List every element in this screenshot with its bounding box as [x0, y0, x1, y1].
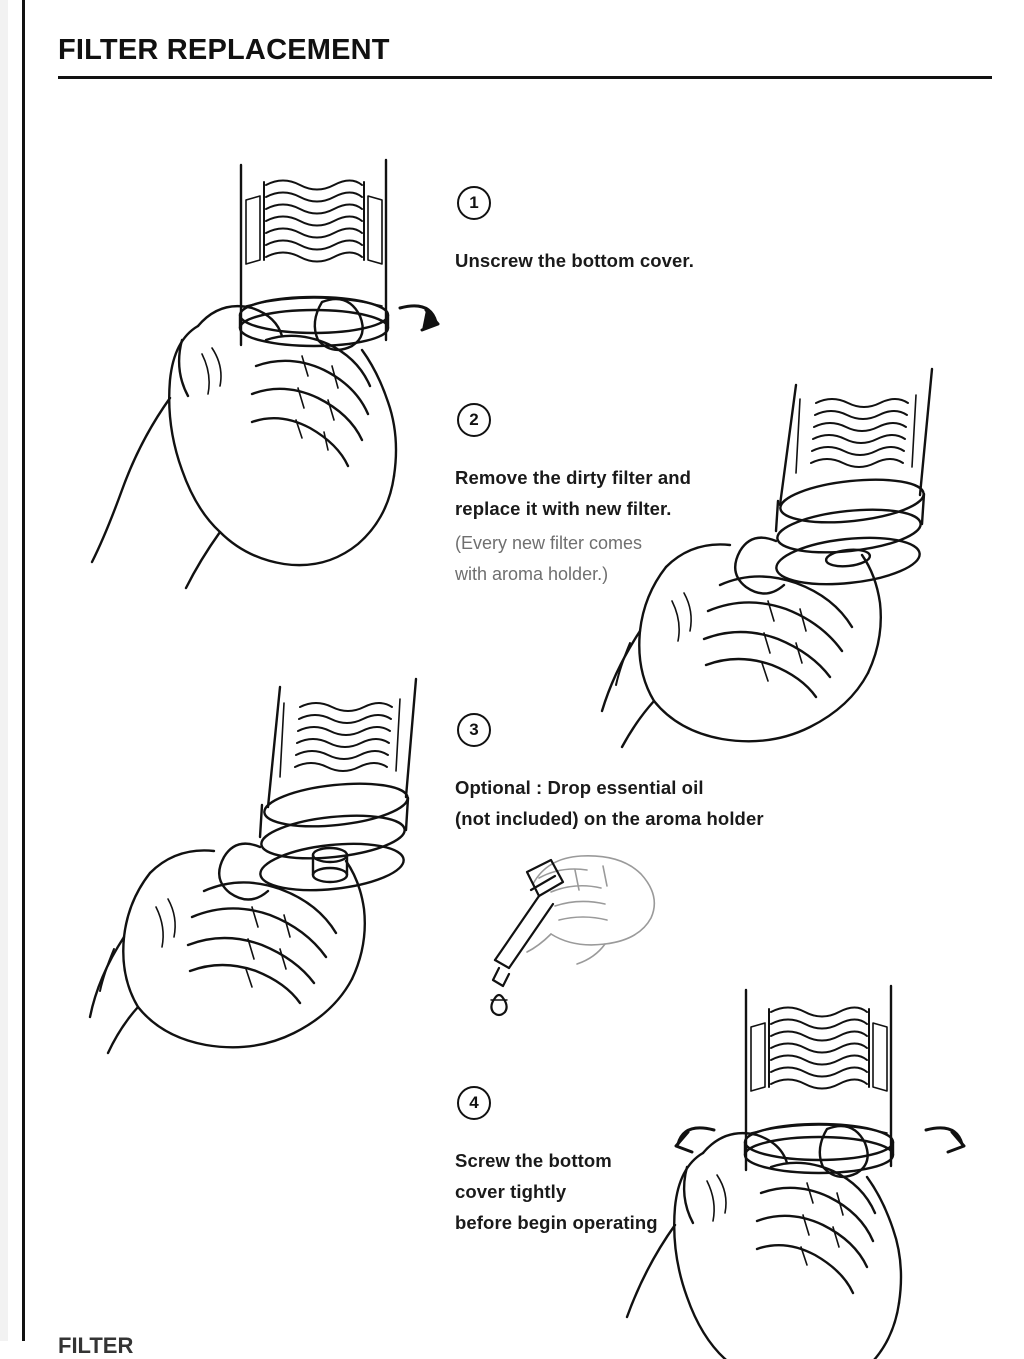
step-text-2-line1: Remove the dirty filter and — [455, 467, 692, 488]
step-text-4-line1: Screw the bottom — [455, 1150, 612, 1171]
footer-partial-heading: FILTER — [58, 1333, 134, 1358]
step-note-2-line1: (Every new filter comes — [455, 533, 643, 553]
step-text-4-line3: before begin operating — [455, 1212, 658, 1233]
step-text-2-line2: replace it with new filter. — [455, 498, 672, 519]
step-number-2: 2 — [457, 403, 491, 437]
hand-holding-device-aroma-holder-illustration — [90, 665, 460, 1065]
title-underline — [58, 76, 992, 79]
step-text-3-line1: Optional : Drop essential oil — [455, 777, 704, 798]
step-number-3: 3 — [457, 713, 491, 747]
step-number-4: 4 — [457, 1086, 491, 1120]
step-number-1: 1 — [457, 186, 491, 220]
step-text-1: Unscrew the bottom cover. — [455, 250, 694, 271]
step-note-2-line2: with aroma holder.) — [455, 564, 609, 584]
step-text-3-line2: (not included) on the aroma holder — [455, 808, 764, 829]
hand-unscrewing-bottom-cover-illustration — [70, 140, 460, 610]
page-binding-edge — [0, 0, 25, 1341]
step-text-4-line2: cover tightly — [455, 1181, 567, 1202]
page-title: FILTER REPLACEMENT — [58, 34, 390, 66]
page-binding-shadow — [0, 0, 8, 1341]
